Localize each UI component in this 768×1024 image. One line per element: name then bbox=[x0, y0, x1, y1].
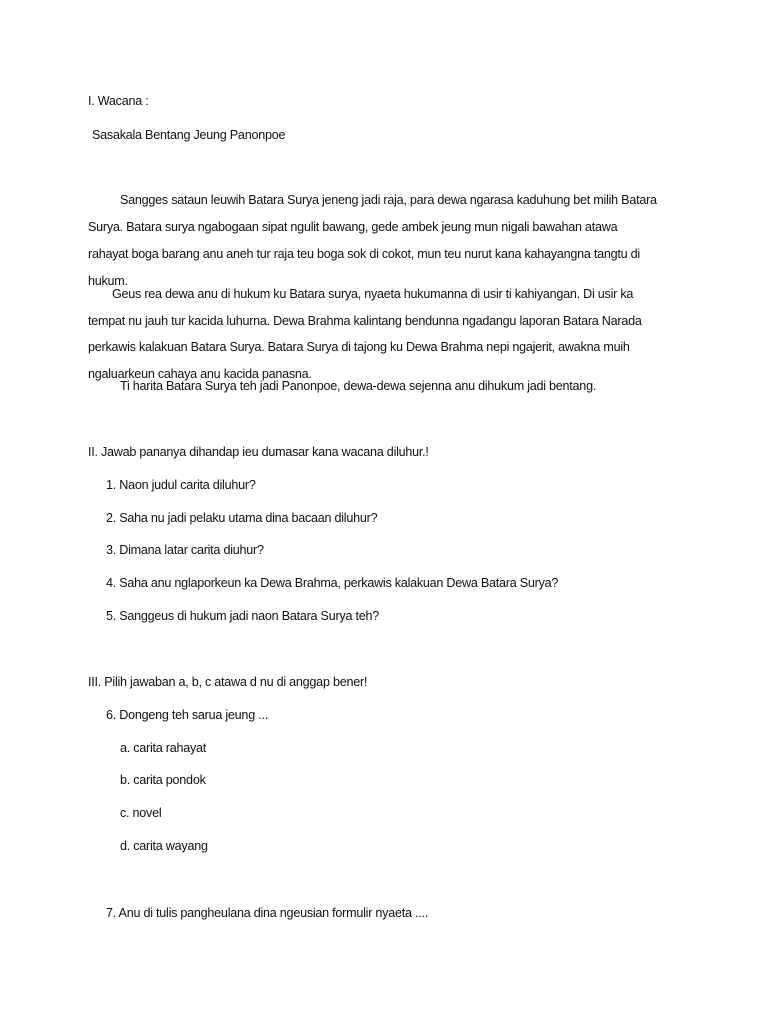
section-3-heading: III. Pilih jawaban a, b, c atawa d nu di anggap bener! bbox=[88, 675, 368, 689]
paragraph-2-line: perkawis kalakuan Batara Surya. Batara Surya di tajong ku Dewa Brahma nepi ngajerit, awakna muih bbox=[88, 340, 630, 354]
question-4: 4. Saha anu nglaporkeun ka Dewa Brahma, perkawis kalakuan Dewa Batara Surya? bbox=[106, 576, 559, 590]
question-7: 7. Anu di tulis pangheulana dina ngeusian formulir nyaeta .... bbox=[106, 906, 428, 920]
paragraph-2-line: Geus rea dewa anu di hukum ku Batara surya, nyaeta hukumanna di usir ti kahiyangan. Di usir ka bbox=[112, 287, 634, 301]
paragraph-1-line: hukum. bbox=[88, 274, 128, 288]
section-1-heading: I. Wacana : bbox=[88, 94, 149, 108]
question-6: 6. Dongeng teh sarua jeung ... bbox=[106, 708, 268, 722]
question-2: 2. Saha nu jadi pelaku utama dina bacaan diluhur? bbox=[106, 511, 378, 525]
question-1: 1. Naon judul carita diluhur? bbox=[106, 478, 256, 492]
paragraph-3: Ti harita Batara Surya teh jadi Panonpoe, dewa-dewa sejenna anu dihukum jadi bentang. bbox=[120, 379, 597, 393]
story-title: Sasakala Bentang Jeung Panonpoe bbox=[92, 128, 286, 142]
paragraph-1-line: Sangges sataun leuwih Batara Surya jeneng jadi raja, para dewa ngarasa kaduhung bet milih Batara bbox=[120, 193, 657, 207]
paragraph-2-line: ngaluarkeun cahaya anu kacida panasna. bbox=[88, 367, 312, 381]
paragraph-1-line: rahayat boga barang anu aneh tur raja teu boga sok di cokot, mun teu nurut kana kahayangna tangtu di bbox=[88, 247, 640, 261]
question-3: 3. Dimana latar carita diuhur? bbox=[106, 543, 264, 557]
paragraph-1-line: Surya. Batara surya ngabogaan sipat ngulit bawang, gede ambek jeung mun nigali bawahan atawa bbox=[88, 220, 618, 234]
option-c: c. novel bbox=[120, 806, 162, 820]
option-d: d. carita wayang bbox=[120, 839, 208, 853]
section-2-heading: II. Jawab pananya dihandap ieu dumasar kana wacana diluhur.! bbox=[88, 445, 429, 459]
question-5: 5. Sanggeus di hukum jadi naon Batara Surya teh? bbox=[106, 609, 379, 623]
paragraph-2-line: tempat nu jauh tur kacida luhurna. Dewa Brahma kalintang bendunna ngadangu laporan Batara Narada bbox=[88, 314, 642, 328]
option-b: b. carita pondok bbox=[120, 773, 206, 787]
option-a: a. carita rahayat bbox=[120, 741, 207, 755]
